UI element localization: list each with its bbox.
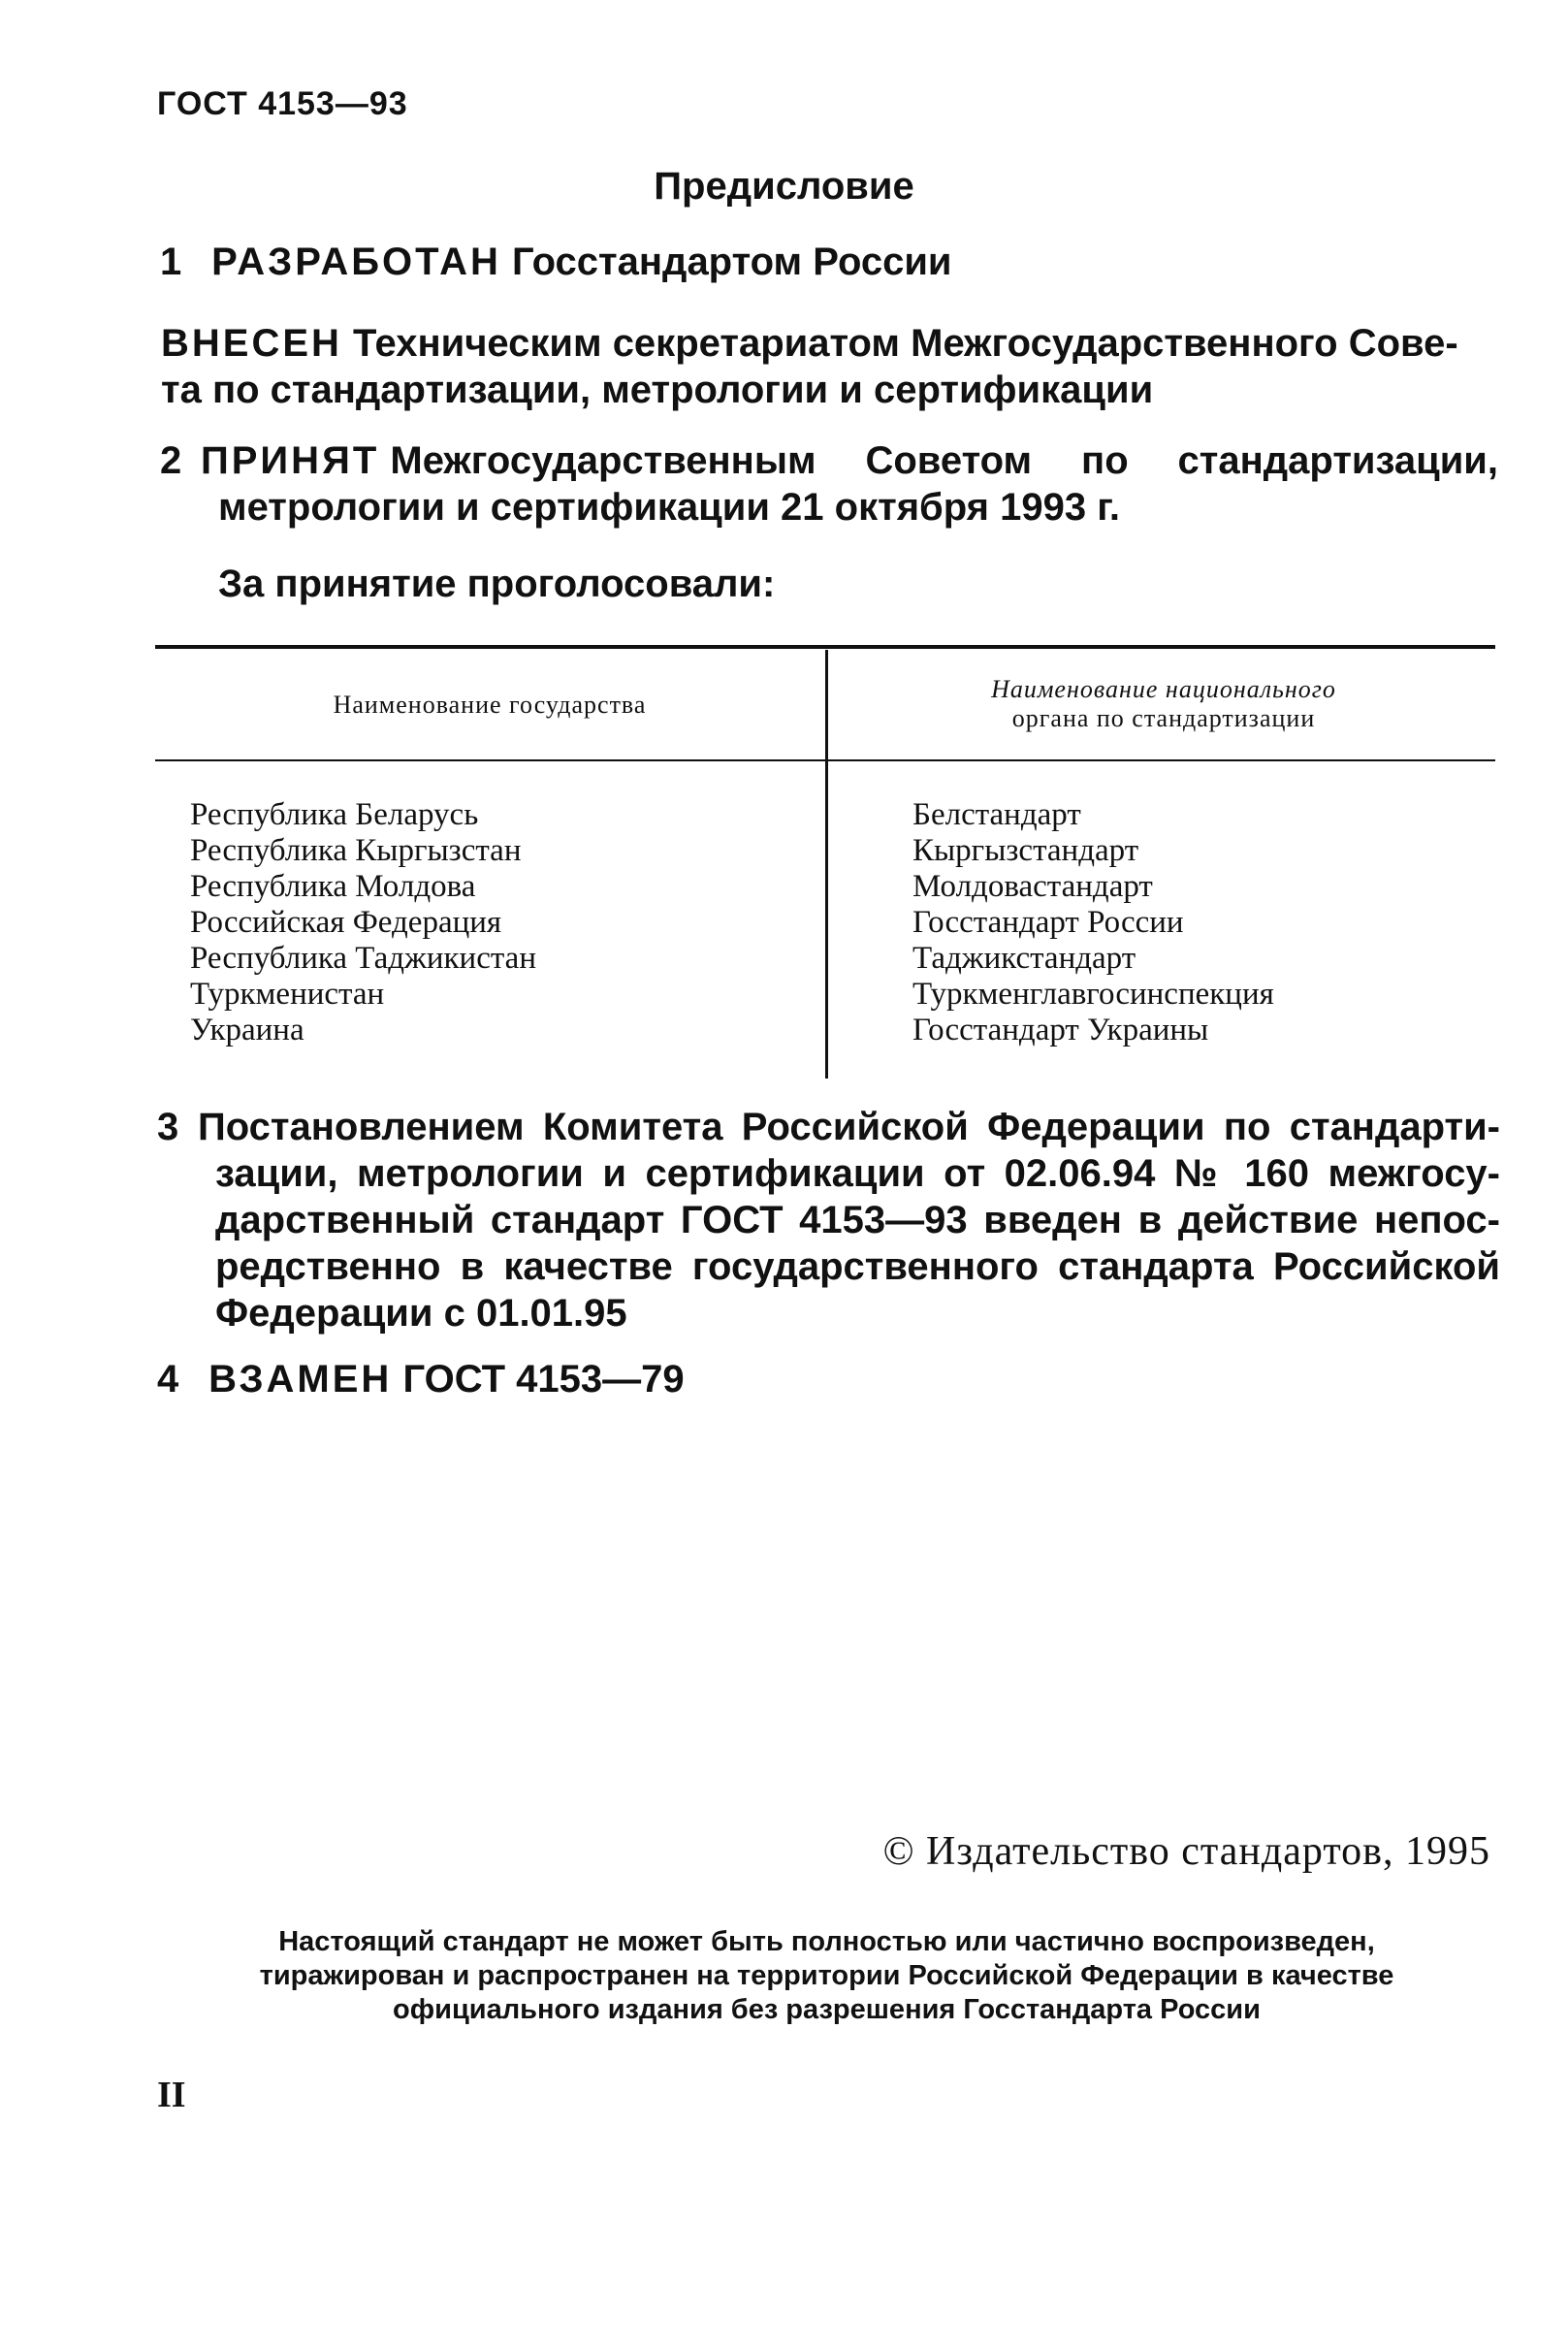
table-cell-state: Республика Кыргызстан: [190, 833, 522, 868]
table-cell-state: Республика Таджикистан: [190, 941, 536, 976]
table-column-divider: [825, 650, 828, 1079]
table-cell-body: Таджикстандарт: [912, 941, 1136, 976]
table-cell-state: Российская Федерация: [190, 905, 502, 940]
table-cell-body: Госстандарт России: [912, 905, 1184, 940]
table-cell-body: Кыргызстандарт: [912, 833, 1139, 868]
table-cell-state: Республика Молдова: [190, 869, 476, 904]
item-text: Госстандартом России: [511, 241, 952, 283]
table-cell-body: Госстандарт Украины: [912, 1013, 1209, 1047]
item-word: стандартизации,: [1177, 439, 1498, 482]
item-word: по: [1081, 439, 1129, 482]
table-header-body: [829, 675, 1498, 733]
item-keyword: ПРИНЯТ: [201, 439, 380, 482]
item-number: 2: [160, 439, 182, 482]
table-header-line: органа по стандартизации: [1011, 704, 1316, 732]
notice-line: официального издания без разрешения Госстандарта России: [393, 1994, 1261, 2025]
item-text-line: Федерации с 01.01.95: [215, 1292, 627, 1335]
copyright: © Издательство стандартов, 1995: [882, 1829, 1490, 1874]
item-line: [160, 437, 1498, 484]
item-text-line: Техническим секретариатом Межгосударственного Сове-: [353, 322, 1458, 365]
item-keyword: РАЗРАБОТАН: [211, 241, 501, 283]
item-number: 1: [160, 241, 182, 283]
item-head: [160, 437, 816, 484]
table-column-states: [190, 797, 536, 1048]
item-line-text: Постановлением Комитета Российской Федерации по стандарти-: [198, 1106, 1500, 1148]
item-keyword: ВЗАМЕН: [208, 1358, 393, 1401]
item-text-line: [157, 1104, 1500, 1150]
table-cell-state: Украина: [190, 1013, 304, 1047]
page-number: II: [157, 2075, 186, 2115]
table-cell-body: Белстандарт: [912, 797, 1081, 832]
notice-line: тиражирован и распространен на территории Российской Федерации в качестве: [259, 1960, 1394, 1991]
item-2-adopted: [160, 437, 1498, 531]
voted-label: За принятие проголосовали:: [218, 563, 776, 605]
table-column-bodies: [912, 797, 1274, 1048]
item-number: 4: [157, 1358, 179, 1401]
item-text-line: та по стандартизации, метрологии и сертификации: [161, 369, 1154, 411]
item-word: Советом: [865, 439, 1033, 482]
table-header-state: Наименование государства: [333, 691, 647, 719]
notice-line: Настоящий стандарт не может быть полностью или частично воспроизведен,: [278, 1926, 1375, 1957]
item-keyword: ВНЕСЕН: [161, 322, 342, 365]
table-cell-state: Туркменистан: [190, 977, 385, 1012]
item-1-submitted: [161, 320, 1499, 413]
item-4-replaces: [157, 1356, 685, 1402]
item-text-line: метрологии и сертификации 21 октября 1993 г.: [218, 486, 1120, 529]
item-number: 3: [157, 1106, 179, 1148]
item-1-developed: [160, 239, 1498, 285]
item-text-line: дарственный стандарт ГОСТ 4153—93 введен в действие непос-: [215, 1199, 1500, 1241]
item-text-line: зации, метрологии и сертификации от 02.06.94 № 160 межгосу-: [215, 1152, 1500, 1195]
item-3-resolution: [157, 1104, 1500, 1337]
reproduction-notice: [155, 1925, 1498, 2027]
item-text: ГОСТ 4153—79: [402, 1358, 685, 1401]
item-text-line: редственно в качестве государственного стандарта Российской: [215, 1245, 1500, 1288]
document-code: ГОСТ 4153—93: [157, 85, 408, 122]
table-cell-body: Туркменглавгосинспекция: [912, 977, 1274, 1012]
item-word: Межгосударственным: [390, 439, 816, 482]
table-header-line: Наименование национального: [991, 675, 1336, 703]
table-cell-state: Республика Беларусь: [190, 797, 479, 832]
page-title: Предисловие: [654, 165, 914, 208]
table-top-rule: [155, 645, 1495, 649]
table-cell-body: Молдовастандарт: [912, 869, 1153, 904]
